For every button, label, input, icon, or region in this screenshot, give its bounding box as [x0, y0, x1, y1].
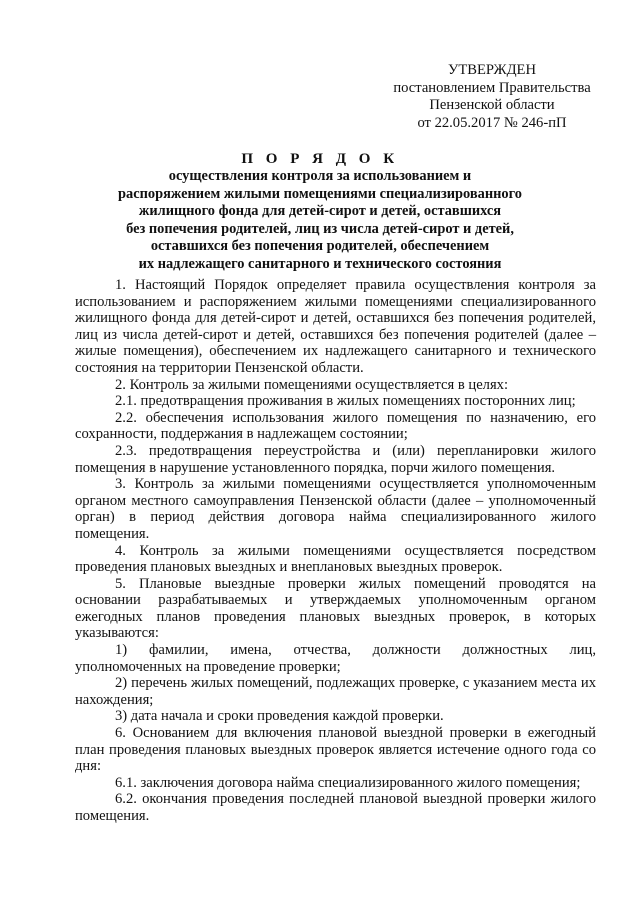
approval-decree: постановлением Правительства — [393, 79, 591, 96]
approval-label: УТВЕРЖДЕН — [448, 62, 536, 78]
approval-date-number: от 22.05.2017 № 246-пП — [417, 114, 567, 131]
title-line: распоряжением жилыми помещениями специализированного — [118, 185, 522, 202]
paragraph-2-2: 2.2. обеспечения использования жилого помещения по назначению, его сохранности, поддержания в надлежащем состоянии; — [75, 409, 596, 443]
paragraph-6: 6. Основанием для включения плановой выездной проверки в ежегодный план проведения плановых выездных проверок является истечение одного года со дня: — [75, 725, 596, 775]
paragraph-1: 1. Настоящий Порядок определяет правила осуществления контроля за использованием и распоряжением жилыми помещениями специализированного жилищного фонда для детей-сирот и детей, оставшихся без попечения родителей, лиц из числа детей-сирот и детей, оставшихся без попечения родителей (далее – жилые помещения), обеспечением их надлежащего санитарного и технического состояния на территории Пензенской области. — [75, 277, 596, 376]
list-item-1: 1) фамилии, имена, отчества, должности должностных лиц, уполномоченных на проведение проверки; — [75, 642, 596, 675]
paragraph-5: 5. Плановые выездные проверки жилых помещений проводятся на основании разрабатываемых и утверждаемых уполномоченным органом ежегодных планов проведения плановых выездных проверок, в которых указываются: — [75, 575, 596, 642]
title-line: осуществления контроля за использованием и — [168, 168, 472, 184]
list-item-3: 3) дата начала и сроки проведения каждой проверки. — [115, 708, 444, 725]
paragraph-3: 3. Контроль за жилыми помещениями осуществляется уполномоченным органом местного самоуправления Пензенской области (далее – уполномоченный орган) в период действия договора найма специализированного жилого помещения. — [75, 476, 596, 542]
document-body — [75, 277, 596, 825]
title-line: без попечения родителей, лиц из числа детей-сирот и детей, — [126, 220, 514, 237]
paragraph-2: 2. Контроль за жилыми помещениями осуществляется в целях: — [115, 376, 509, 393]
approval-region: Пензенской области — [429, 97, 555, 113]
list-item-2: 2) перечень жилых помещений, подлежащих проверке, с указанием места их нахождения; — [75, 675, 596, 708]
paragraph-4: 4. Контроль за жилыми помещениями осуществляется посредством проведения плановых выездных и внеплановых выездных проверок. — [75, 542, 596, 576]
paragraph-2-1: 2.1. предотвращения проживания в жилых помещениях посторонних лиц; — [115, 393, 576, 410]
title-line: их надлежащего санитарного и технического состояния — [138, 255, 502, 272]
document-title — [100, 150, 540, 273]
title-heading: П О Р Я Д О К — [241, 151, 399, 167]
paragraph-6-1: 6.1. заключения договора найма специализированного жилого помещения; — [115, 774, 581, 791]
paragraph-6-2: 6.2. окончания проведения последней плановой выездной проверки жилого помещения. — [75, 791, 596, 824]
approval-stamp — [392, 62, 592, 132]
title-line: жилищного фонда для детей-сирот и детей, оставшихся — [138, 203, 502, 219]
paragraph-2-3: 2.3. предотвращения переустройства и (или) перепланировки жилого помещения в нарушение установленного порядка, порчи жилого помещения. — [75, 442, 596, 476]
title-line: оставшихся без попечения родителей, обеспечением — [150, 238, 490, 254]
